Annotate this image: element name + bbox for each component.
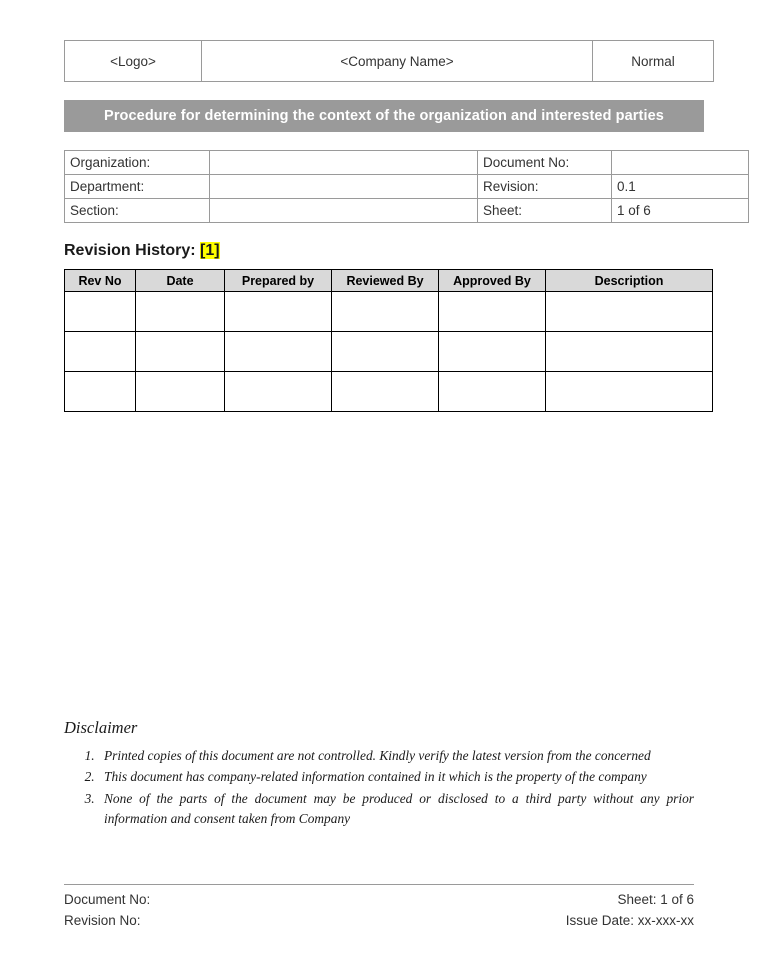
cell-rev-no bbox=[65, 292, 136, 332]
disclaimer-section bbox=[64, 718, 694, 831]
cell-description bbox=[546, 372, 713, 412]
table-header-row bbox=[65, 270, 713, 292]
list-item: 3. None of the parts of the document may be produced or disclosed to a third party without any prior information and consent taken from Company bbox=[98, 789, 694, 830]
footer-document-no: Document No: bbox=[64, 892, 151, 907]
revision-history-label: Revision History: bbox=[64, 242, 196, 259]
column-header-date: Date bbox=[136, 270, 225, 292]
cell-date bbox=[136, 332, 225, 372]
footer-row-bottom bbox=[64, 911, 694, 932]
table-row bbox=[65, 41, 714, 82]
page-title: Procedure for determining the context of the organization and interested parties bbox=[64, 100, 704, 132]
disclaimer-title: Disclaimer bbox=[64, 718, 138, 737]
column-header-prepared-by: Prepared by bbox=[225, 270, 332, 292]
table-row bbox=[65, 199, 749, 223]
section-value bbox=[210, 199, 478, 223]
cell-description bbox=[546, 292, 713, 332]
cell-prepared-by bbox=[225, 292, 332, 332]
department-value bbox=[210, 175, 478, 199]
revision-label: Revision: bbox=[478, 175, 612, 199]
cell-reviewed-by bbox=[332, 372, 439, 412]
table-row bbox=[65, 332, 713, 372]
cell-approved-by bbox=[439, 372, 546, 412]
disclaimer-list bbox=[64, 746, 694, 830]
cell-prepared-by bbox=[225, 332, 332, 372]
document-info-table bbox=[64, 150, 749, 223]
document-header-table bbox=[64, 40, 714, 82]
cell-approved-by bbox=[439, 332, 546, 372]
footer-revision-no: Revision No: bbox=[64, 912, 141, 928]
cell-rev-no bbox=[65, 332, 136, 372]
table-row bbox=[65, 175, 749, 199]
column-header-rev-no: Rev No bbox=[65, 270, 136, 292]
column-header-description: Description bbox=[546, 270, 713, 292]
organization-label: Organization: bbox=[65, 151, 210, 175]
cell-date bbox=[136, 292, 225, 332]
organization-value bbox=[210, 151, 478, 175]
sheet-value: 1 of 6 bbox=[612, 199, 749, 223]
department-label: Department: bbox=[65, 175, 210, 199]
cell-reviewed-by bbox=[332, 332, 439, 372]
list-item: 1. Printed copies of this document are not controlled. Kindly verify the latest version from the concerned bbox=[98, 746, 694, 766]
table-row bbox=[65, 292, 713, 332]
footer-issue-date: Issue Date: xx-xxx-xx bbox=[565, 912, 694, 928]
revision-history-table bbox=[64, 269, 713, 412]
footer-row-top bbox=[64, 890, 694, 911]
cell-rev-no bbox=[65, 372, 136, 412]
footer-sheet: Sheet: 1 of 6 bbox=[617, 892, 694, 907]
list-item: 2. This document has company-related information contained in it which is the property of the company bbox=[98, 767, 694, 787]
classification-cell: Normal bbox=[593, 41, 714, 82]
revision-value: 0.1 bbox=[612, 175, 749, 199]
logo-placeholder: <Logo> bbox=[65, 41, 202, 82]
page-footer bbox=[64, 884, 694, 932]
table-row bbox=[65, 372, 713, 412]
column-header-reviewed-by: Reviewed By bbox=[332, 270, 439, 292]
document-no-label: Document No: bbox=[478, 151, 612, 175]
cell-reviewed-by bbox=[332, 292, 439, 332]
cell-approved-by bbox=[439, 292, 546, 332]
table-row bbox=[65, 151, 749, 175]
column-header-approved-by: Approved By bbox=[439, 270, 546, 292]
cell-description bbox=[546, 332, 713, 372]
cell-prepared-by bbox=[225, 372, 332, 412]
sheet-label: Sheet: bbox=[478, 199, 612, 223]
revision-history-heading bbox=[64, 242, 704, 260]
revision-history-marker: [1] bbox=[200, 242, 220, 259]
company-name-placeholder: <Company Name> bbox=[202, 41, 593, 82]
cell-date bbox=[136, 372, 225, 412]
section-label: Section: bbox=[65, 199, 210, 223]
document-no-value bbox=[612, 151, 749, 175]
